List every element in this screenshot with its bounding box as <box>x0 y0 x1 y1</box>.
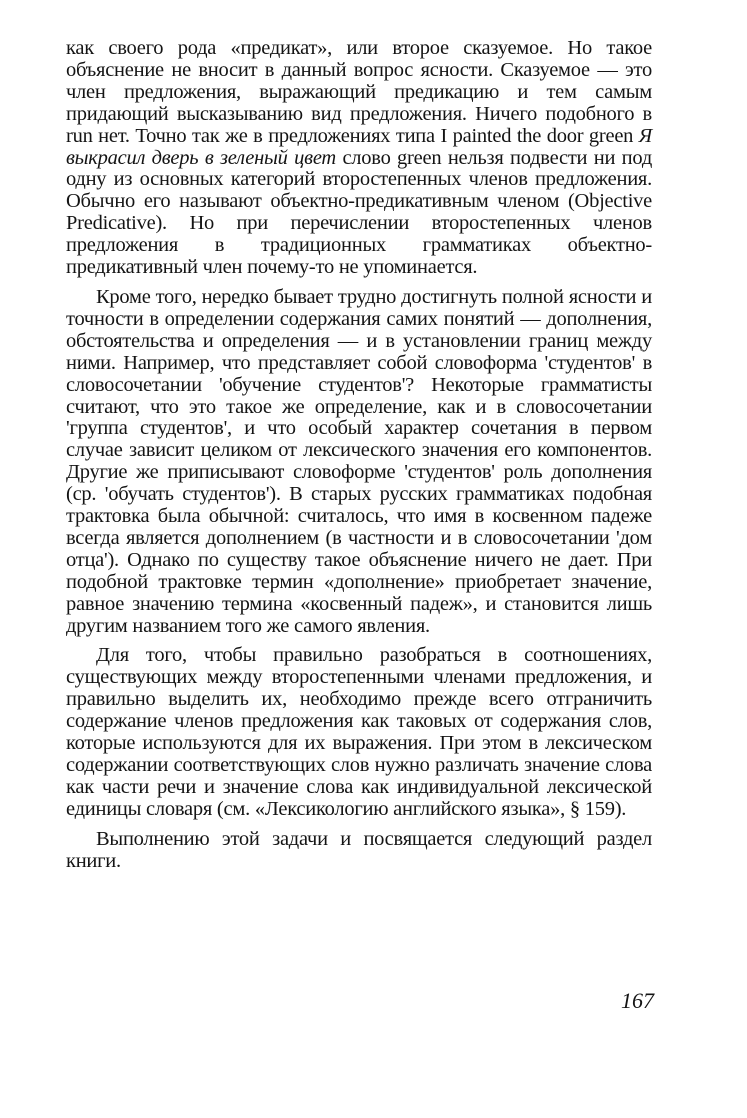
paragraph-3: Для того, чтобы правильно разобраться в соотношениях, существующих между второстепенными членами предложения, и правильно выделить их, необходимо прежде всего отграничить содержание членов предложения как таковых от содержания слов, которые используются для их выражения. При этом в лексическом содержании соответствующих слов нужно различать значение слова как части речи и значение слова как индивидуальной лексической единицы словаря (см. «Лексикологию английского языка», § 159). <box>66 644 652 820</box>
page-number: 167 <box>621 988 654 1013</box>
page-text-block <box>66 38 652 873</box>
paragraph-1-text-end: слово green нельзя подвести ни под одну из основных категорий второстепенных членов предложения. Обычно его называют объектно-предикативным членом (Objective Predicative). Но при перечислении второстепенных членов предложения в традиционных грамматиках объектно-предикативный член почему-то не упоминается. <box>66 146 652 279</box>
paragraph-2: Кроме того, нередко бывает трудно достигнуть полной ясности и точности в определении содержания самих понятий — дополнения, обстоятельства и определения — и в установлении границ между ними. Например, что представляет собой словоформа 'студентов' в словосочетании 'обучение студентов'? Некоторые грамматисты считают, что это такое же определение, как и в словосочетании 'группа студентов', и что особый характер сочетания в первом случае зависит целиком от лексического значения его компонентов. Другие же приписывают словоформе 'студентов' роль дополнения (ср. 'обучать студентов'). В старых русских грамматиках подобная трактовка была обычной: считалось, что имя в косвенном падеже всегда является дополнением (в частности и в словосочетании 'дом отца'). Однако по существу такое объяснение ничего не дает. При подобной трактовке термин «дополнение» приобретает значение, равное значению термина «косвенный падеж», и становится лишь другим названием того же самого явления. <box>66 285 652 637</box>
paragraph-1-text-start: как своего рода «предикат», или второе сказуемое. Но такое объяснение не вносит в данный вопрос ясности. Сказуемое — это член предложения, выражающий предикацию и тем самым придающий высказыванию вид предложения. Ничего подобного в run нет. Точно так же в предложениях типа I painted the door green <box>66 37 652 147</box>
paragraph-1 <box>66 38 652 279</box>
paragraph-1-italic-example: Я выкрасил дверь в зеленый цвет <box>66 124 652 169</box>
paragraph-4: Выполнению этой задачи и посвящается следующий раздел книги. <box>66 827 652 872</box>
